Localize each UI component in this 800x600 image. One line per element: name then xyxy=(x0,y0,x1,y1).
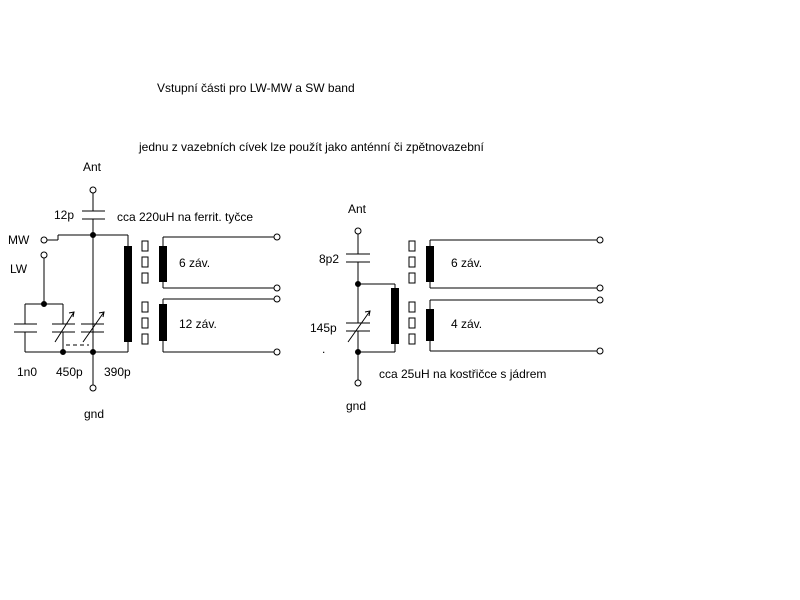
lw-mw-winding-bottom-label: 12 záv. xyxy=(179,317,217,331)
sw-core xyxy=(409,241,415,344)
sw-winding-top-label: 6 záv. xyxy=(451,256,483,270)
mw-label: MW xyxy=(8,233,30,247)
sw-cap-8p2-label: 8p2 xyxy=(319,252,340,266)
terminal xyxy=(274,234,280,240)
lw-mw-cap-12p-label: 12p xyxy=(54,208,75,222)
terminal xyxy=(597,297,603,303)
terminal xyxy=(597,237,603,243)
cap-390p-label: 390p xyxy=(104,365,131,379)
junction-dot xyxy=(91,350,96,355)
cap-1n0-symbol xyxy=(14,324,37,332)
lw-terminal xyxy=(41,252,47,258)
sw-gnd-terminal xyxy=(355,380,361,386)
lw-mw-core-label: cca 220uH na ferrit. tyčce xyxy=(117,210,254,224)
cap-8p2-symbol xyxy=(346,254,370,262)
sw-gnd-label: gnd xyxy=(346,399,367,413)
page-subtitle: jednu z vazebních cívek lze použít jako anténní či zpětnovazební xyxy=(139,140,484,154)
cap-12p-symbol xyxy=(82,211,105,219)
sw-core-label: cca 25uH na kostřičce s jádrem xyxy=(379,367,547,381)
terminal xyxy=(274,285,280,291)
sw-winding-bottom-label: 4 záv. xyxy=(451,317,483,331)
lw-mw-gnd-terminal xyxy=(90,385,96,391)
lw-mw-circuit xyxy=(8,160,280,421)
lw-label: LW xyxy=(10,262,28,276)
sw-circuit xyxy=(310,202,603,413)
sw-ant-terminal xyxy=(355,228,361,234)
lw-mw-gnd-label: gnd xyxy=(84,407,105,421)
terminal xyxy=(597,285,603,291)
junction-dot xyxy=(61,350,66,355)
terminal xyxy=(274,349,280,355)
terminal xyxy=(274,296,280,302)
mw-terminal xyxy=(41,237,47,243)
lw-mw-winding-top-label: 6 záv. xyxy=(179,256,211,270)
lw-mw-ant-terminal xyxy=(90,187,96,193)
winding-bottom xyxy=(159,304,167,341)
sw-winding-bottom xyxy=(426,309,434,341)
page-title: Vstupní části pro LW-MW a SW band xyxy=(157,81,355,95)
stray-dot: . xyxy=(322,342,326,356)
terminal xyxy=(597,348,603,354)
cap-1n0-label: 1n0 xyxy=(17,365,38,379)
main-coil xyxy=(124,246,132,342)
cap-450p-label: 450p xyxy=(56,365,83,379)
lw-mw-ant-label: Ant xyxy=(83,160,102,174)
sw-main-coil xyxy=(391,288,399,344)
winding-top xyxy=(159,246,167,282)
sw-cap-145p-label: 145p xyxy=(310,321,337,335)
sw-winding-top xyxy=(426,246,434,282)
sw-ant-label: Ant xyxy=(348,202,367,216)
ferrite-core xyxy=(142,241,148,344)
